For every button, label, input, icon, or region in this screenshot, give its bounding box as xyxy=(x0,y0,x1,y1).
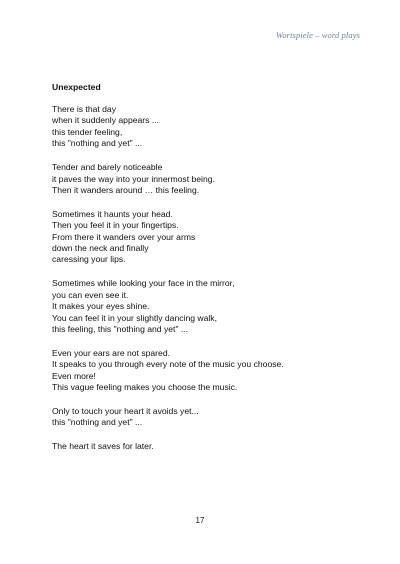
stanza-6 xyxy=(52,406,362,429)
poem-line: You can feel it in your slightly dancing walk, xyxy=(52,312,217,323)
poem-line: It makes your eyes shine. xyxy=(52,301,150,312)
poem-line: you can even see it. xyxy=(52,289,129,300)
poem-line: caressing your lips. xyxy=(52,254,126,265)
poem-line: Then you feel it in your fingertips. xyxy=(52,220,179,231)
poem-line: this tender feeling, xyxy=(52,126,123,137)
stanza-4 xyxy=(52,278,362,335)
poem xyxy=(52,82,362,465)
poem-line: The heart it saves for later. xyxy=(52,441,154,452)
poem-line: Sometimes while looking your face in the mirror, xyxy=(52,278,235,289)
poem-line: down the neck and finally xyxy=(52,243,149,254)
poem-line: It speaks to you through every note of the music you choose. xyxy=(52,359,284,370)
stanza-7 xyxy=(52,441,362,452)
page-number: 17 xyxy=(195,516,205,525)
poem-line: Even more! xyxy=(52,370,96,381)
poem-line: This vague feeling makes you choose the music. xyxy=(52,382,238,393)
poem-line: it paves the way into your innermost being. xyxy=(52,173,215,184)
poem-title: Unexpected xyxy=(52,82,101,92)
stanza-3 xyxy=(52,209,362,266)
poem-line: Tender and barely noticeable xyxy=(52,162,163,173)
poem-line: From there it wanders over your arms xyxy=(52,231,196,242)
stanza-2 xyxy=(52,162,362,196)
running-header: Wortspiele – word plays xyxy=(275,30,360,40)
poem-line: Then it wanders around … this feeling. xyxy=(52,184,200,195)
poem-line: when it suddenly appears ... xyxy=(52,115,160,126)
poem-line: Sometimes it haunts your head. xyxy=(52,208,173,219)
poem-line: this "nothing and yet" ... xyxy=(52,417,143,428)
poem-line: Only to touch your heart it avoids yet... xyxy=(52,406,199,417)
poem-line: There is that day xyxy=(52,104,117,114)
stanza-1 xyxy=(52,104,362,150)
poem-line: this "nothing and yet" ... xyxy=(52,138,143,149)
poem-line: Even your ears are not spared. xyxy=(52,347,170,358)
stanza-5 xyxy=(52,348,362,394)
poem-line: this feeling, this "nothing and yet" ... xyxy=(52,324,189,334)
